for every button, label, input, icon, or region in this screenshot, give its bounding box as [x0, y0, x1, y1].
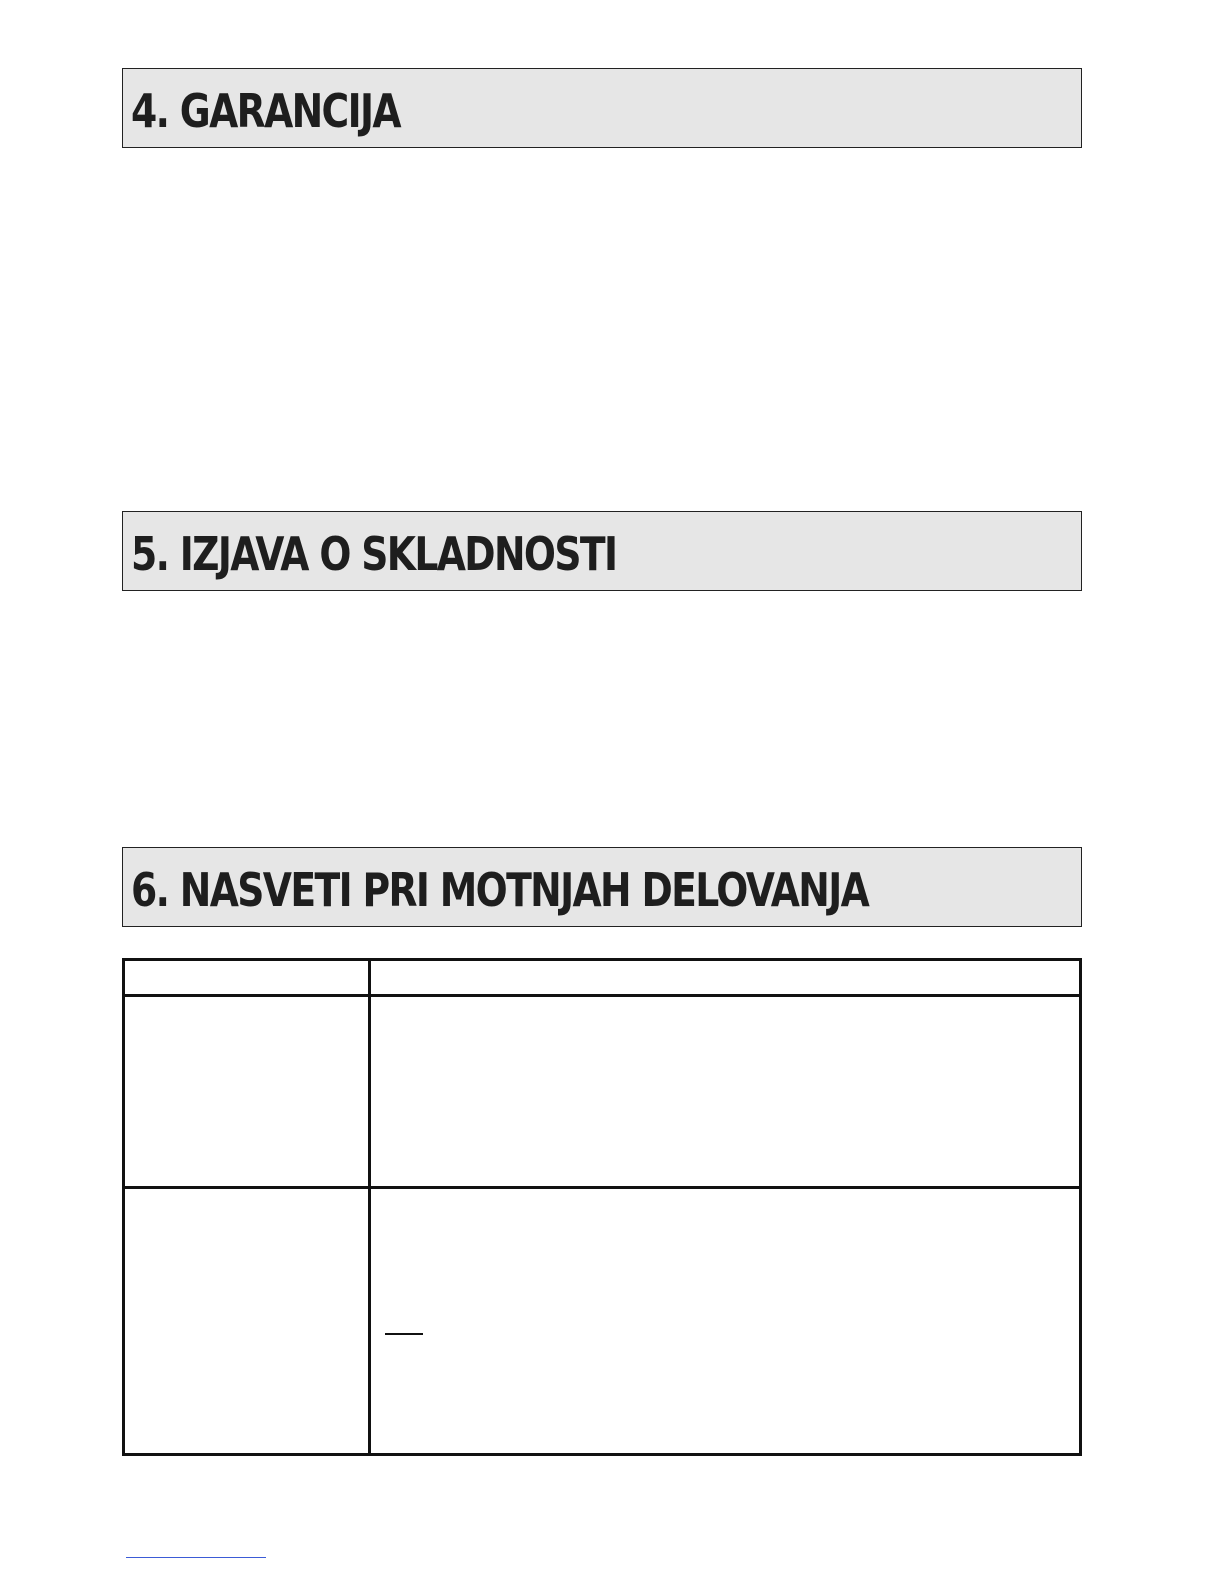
table-cell-solution: [371, 997, 1079, 1186]
table-cell-problem: [125, 1189, 371, 1453]
section-heading-conformity: [122, 511, 1082, 591]
table-row: [125, 997, 1079, 1189]
section-heading-warranty: [122, 68, 1082, 148]
table-header-row: [125, 961, 1079, 997]
footer-rule: [126, 1557, 266, 1558]
troubleshooting-table: [122, 958, 1082, 1456]
table-header-problem-cell: [125, 961, 371, 994]
section-title-conformity: 5. IZJAVA O SKLADNOSTI: [131, 527, 617, 581]
section-title-troubleshooting: 6. NASVETI PRI MOTNJAH DELOVANJA: [131, 863, 869, 917]
underline-mark: [385, 1333, 423, 1335]
table-cell-problem: [125, 997, 371, 1186]
table-row: [125, 1189, 1079, 1453]
table-cell-solution: [371, 1189, 1079, 1453]
table-header-solution-cell: [371, 961, 1079, 994]
section-title-warranty: 4. GARANCIJA: [131, 84, 400, 138]
section-heading-troubleshooting: [122, 847, 1082, 927]
